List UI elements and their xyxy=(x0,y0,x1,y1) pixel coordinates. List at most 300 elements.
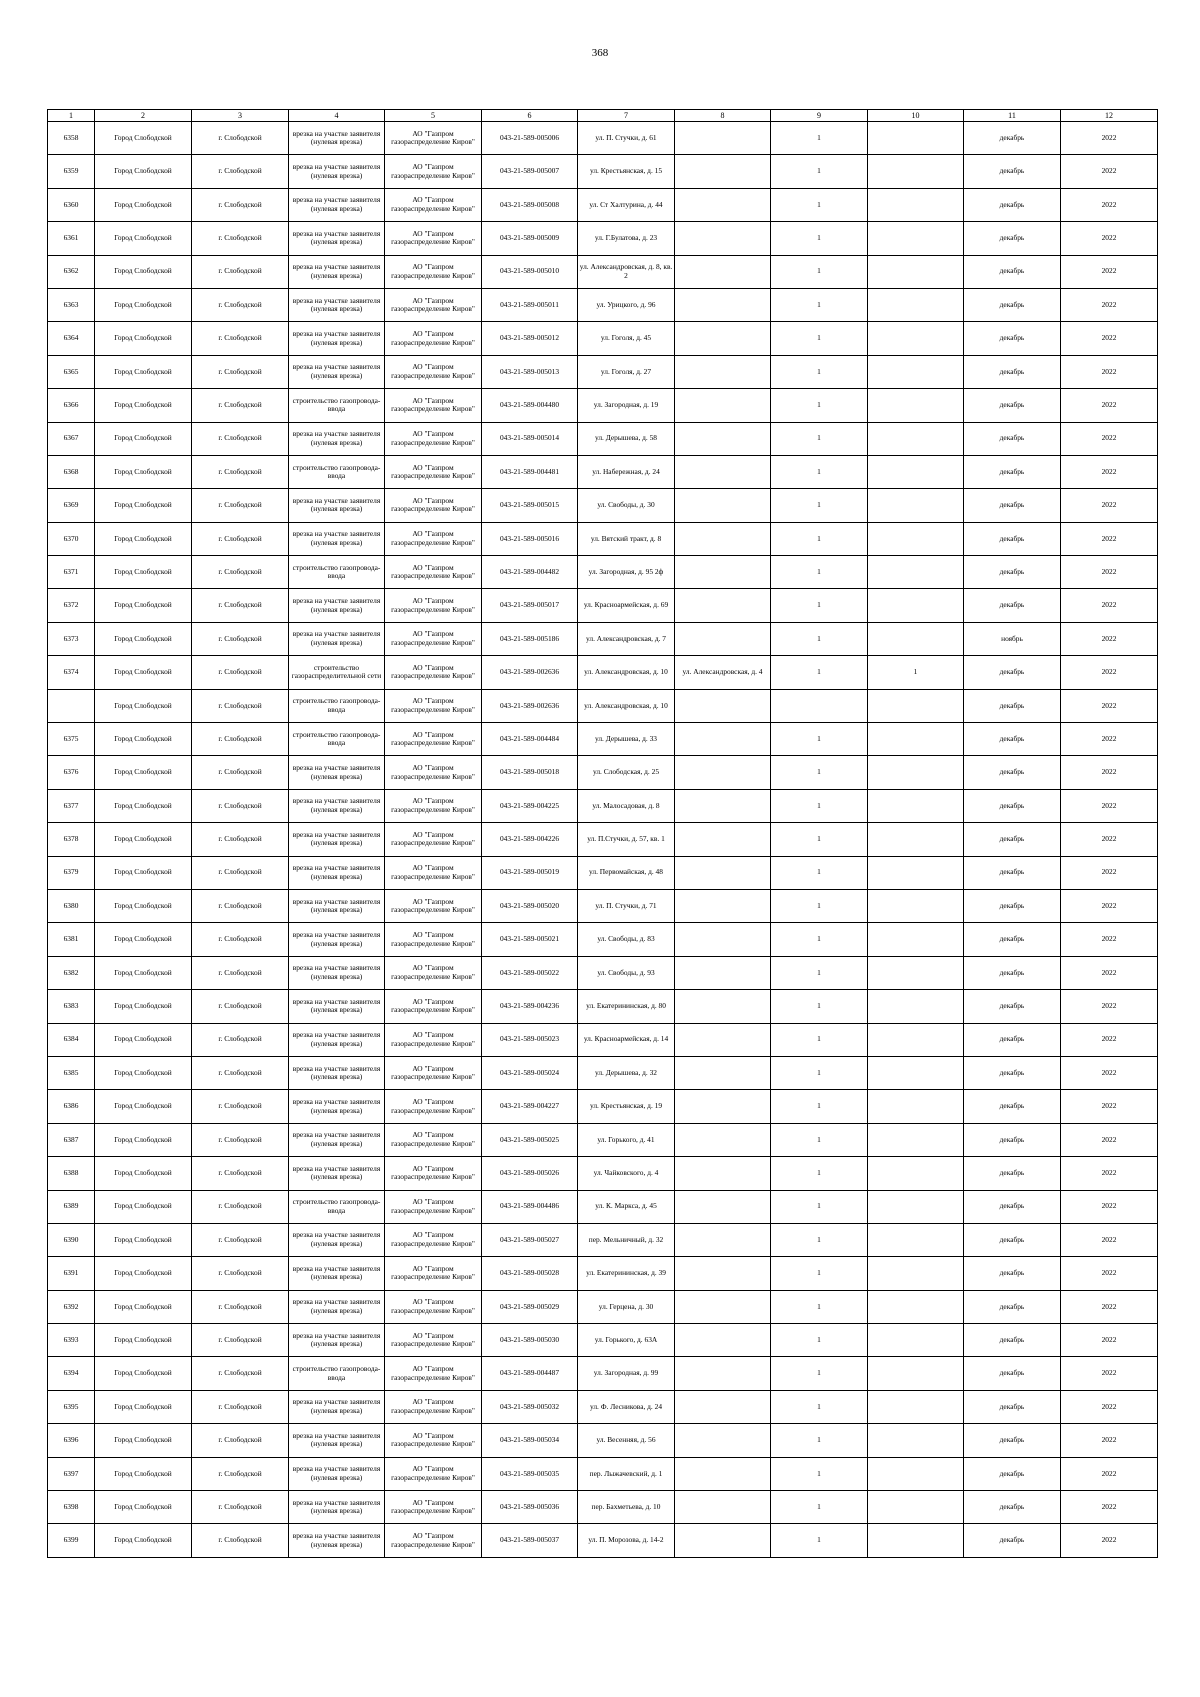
cell-municipality: Город Слободской xyxy=(95,1424,192,1457)
cell-address: ул. Чайковского, д. 4 xyxy=(578,1157,675,1190)
cell-work-type: врезка на участке заявителя (нулевая врезка) xyxy=(289,188,385,221)
cell-count-a: 1 xyxy=(771,589,868,622)
cell-address: ул. П.Стучки, д. 57, кв. 1 xyxy=(578,823,675,856)
cell-registry-number: 043-21-589-005034 xyxy=(482,1424,578,1457)
cell-year: 2022 xyxy=(1061,222,1158,255)
cell-count-b xyxy=(868,288,964,321)
cell-month: декабрь xyxy=(964,489,1061,522)
cell-organization: АО "Газпром газораспределение Киров" xyxy=(385,188,482,221)
cell-count-a: 1 xyxy=(771,355,868,388)
cell-row-number: 6391 xyxy=(48,1257,95,1290)
cell-registry-number: 043-21-589-004226 xyxy=(482,823,578,856)
cell-count-b xyxy=(868,1123,964,1156)
cell-municipality: Город Слободской xyxy=(95,1223,192,1256)
cell-count-a: 1 xyxy=(771,856,868,889)
cell-row-number: 6365 xyxy=(48,355,95,388)
cell-address-secondary xyxy=(675,956,771,989)
cell-municipality: Город Слободской xyxy=(95,1457,192,1490)
cell-settlement: г. Слободской xyxy=(192,122,289,155)
cell-registry-number: 043-21-589-004482 xyxy=(482,556,578,589)
cell-address: ул. Екатерининская, д. 39 xyxy=(578,1257,675,1290)
cell-count-b xyxy=(868,889,964,922)
cell-address: ул. Дерышева, д. 33 xyxy=(578,723,675,756)
cell-municipality: Город Слободской xyxy=(95,255,192,288)
table-row xyxy=(48,1257,1158,1290)
cell-work-type: врезка на участке заявителя (нулевая врезка) xyxy=(289,1056,385,1089)
table-row xyxy=(48,455,1158,488)
cell-settlement: г. Слободской xyxy=(192,656,289,689)
table-row xyxy=(48,1457,1158,1490)
cell-count-b xyxy=(868,1223,964,1256)
cell-settlement: г. Слободской xyxy=(192,1190,289,1223)
cell-address: пер. Мельничный, д. 32 xyxy=(578,1223,675,1256)
cell-count-a: 1 xyxy=(771,1023,868,1056)
cell-address: ул. Ст Халтурина, д. 44 xyxy=(578,188,675,221)
cell-year: 2022 xyxy=(1061,188,1158,221)
cell-settlement: г. Слободской xyxy=(192,1056,289,1089)
cell-settlement: г. Слободской xyxy=(192,889,289,922)
cell-row-number: 6363 xyxy=(48,288,95,321)
cell-municipality: Город Слободской xyxy=(95,1257,192,1290)
cell-row-number: 6397 xyxy=(48,1457,95,1490)
cell-month: декабрь xyxy=(964,1324,1061,1357)
cell-year: 2022 xyxy=(1061,155,1158,188)
cell-organization: АО "Газпром газораспределение Киров" xyxy=(385,723,482,756)
cell-registry-number: 043-21-589-005012 xyxy=(482,322,578,355)
cell-work-type: врезка на участке заявителя (нулевая врезка) xyxy=(289,789,385,822)
cell-registry-number: 043-21-589-005015 xyxy=(482,489,578,522)
cell-settlement: г. Слободской xyxy=(192,322,289,355)
cell-organization: АО "Газпром газораспределение Киров" xyxy=(385,956,482,989)
cell-month: ноябрь xyxy=(964,622,1061,655)
cell-organization: АО "Газпром газораспределение Киров" xyxy=(385,1123,482,1156)
cell-row-number: 6394 xyxy=(48,1357,95,1390)
cell-count-a: 1 xyxy=(771,222,868,255)
cell-row-number: 6396 xyxy=(48,1424,95,1457)
cell-work-type: врезка на участке заявителя (нулевая врезка) xyxy=(289,1524,385,1557)
column-header-7: 7 xyxy=(578,110,675,122)
cell-count-a: 1 xyxy=(771,1457,868,1490)
cell-count-b xyxy=(868,1424,964,1457)
cell-organization: АО "Газпром газораспределение Киров" xyxy=(385,1056,482,1089)
cell-count-a: 1 xyxy=(771,823,868,856)
cell-row-number: 6378 xyxy=(48,823,95,856)
cell-address-secondary xyxy=(675,1223,771,1256)
cell-year: 2022 xyxy=(1061,1123,1158,1156)
cell-month: декабрь xyxy=(964,222,1061,255)
table-row xyxy=(48,1290,1158,1323)
column-header-6: 6 xyxy=(482,110,578,122)
cell-municipality: Город Слободской xyxy=(95,723,192,756)
cell-settlement: г. Слободской xyxy=(192,1324,289,1357)
cell-organization: АО "Газпром газораспределение Киров" xyxy=(385,1424,482,1457)
cell-count-a: 1 xyxy=(771,489,868,522)
cell-address-secondary xyxy=(675,522,771,555)
cell-address-secondary xyxy=(675,823,771,856)
cell-month: декабрь xyxy=(964,1257,1061,1290)
cell-municipality: Город Слободской xyxy=(95,823,192,856)
cell-year: 2022 xyxy=(1061,856,1158,889)
cell-registry-number: 043-21-589-002636 xyxy=(482,656,578,689)
cell-address: ул. Свободы, д. 93 xyxy=(578,956,675,989)
cell-address-secondary xyxy=(675,1157,771,1190)
cell-address-secondary xyxy=(675,1390,771,1423)
cell-address-secondary xyxy=(675,1524,771,1557)
page-number: 368 xyxy=(591,47,609,59)
table-row xyxy=(48,1524,1158,1557)
cell-settlement: г. Слободской xyxy=(192,756,289,789)
cell-address: ул. Вятский тракт, д. 8 xyxy=(578,522,675,555)
cell-work-type: врезка на участке заявителя (нулевая врезка) xyxy=(289,422,385,455)
cell-count-b xyxy=(868,1324,964,1357)
cell-organization: АО "Газпром газораспределение Киров" xyxy=(385,889,482,922)
cell-address: ул. Горького, д. 63А xyxy=(578,1324,675,1357)
cell-registry-number: 043-21-589-005013 xyxy=(482,355,578,388)
cell-settlement: г. Слободской xyxy=(192,1390,289,1423)
cell-year: 2022 xyxy=(1061,1457,1158,1490)
cell-month: декабрь xyxy=(964,1023,1061,1056)
cell-row-number: 6370 xyxy=(48,522,95,555)
table-row xyxy=(48,1424,1158,1457)
cell-count-a: 1 xyxy=(771,389,868,422)
cell-year: 2022 xyxy=(1061,990,1158,1023)
cell-count-a: 1 xyxy=(771,1090,868,1123)
table-row xyxy=(48,1390,1158,1423)
cell-address-secondary xyxy=(675,1023,771,1056)
cell-organization: АО "Газпром газораспределение Киров" xyxy=(385,823,482,856)
cell-municipality: Город Слободской xyxy=(95,155,192,188)
cell-address-secondary xyxy=(675,288,771,321)
cell-settlement: г. Слободской xyxy=(192,956,289,989)
cell-address-secondary xyxy=(675,723,771,756)
table-row xyxy=(48,923,1158,956)
cell-address-secondary xyxy=(675,155,771,188)
table-header xyxy=(48,110,1158,122)
cell-row-number: 6376 xyxy=(48,756,95,789)
cell-count-b xyxy=(868,923,964,956)
cell-row-number: 6377 xyxy=(48,789,95,822)
cell-month: декабрь xyxy=(964,122,1061,155)
cell-year: 2022 xyxy=(1061,556,1158,589)
cell-address-secondary xyxy=(675,222,771,255)
cell-organization: АО "Газпром газораспределение Киров" xyxy=(385,1023,482,1056)
cell-count-a: 1 xyxy=(771,188,868,221)
cell-registry-number: 043-21-589-002636 xyxy=(482,689,578,722)
cell-count-b xyxy=(868,188,964,221)
cell-registry-number: 043-21-589-005018 xyxy=(482,756,578,789)
cell-municipality: Город Слободской xyxy=(95,422,192,455)
cell-count-b xyxy=(868,1491,964,1524)
table-row xyxy=(48,1090,1158,1123)
cell-address: ул. Дерышева, д. 58 xyxy=(578,422,675,455)
cell-registry-number: 043-21-589-005009 xyxy=(482,222,578,255)
cell-row-number: 6375 xyxy=(48,723,95,756)
cell-year: 2022 xyxy=(1061,656,1158,689)
cell-address-secondary xyxy=(675,689,771,722)
cell-year: 2022 xyxy=(1061,689,1158,722)
cell-month: декабрь xyxy=(964,956,1061,989)
cell-municipality: Город Слободской xyxy=(95,1056,192,1089)
cell-settlement: г. Слободской xyxy=(192,1457,289,1490)
cell-count-b xyxy=(868,1290,964,1323)
cell-count-a: 1 xyxy=(771,1524,868,1557)
cell-count-a: 1 xyxy=(771,1223,868,1256)
table-row xyxy=(48,522,1158,555)
cell-count-b xyxy=(868,155,964,188)
cell-address: ул. Горького, д. 41 xyxy=(578,1123,675,1156)
cell-address: ул. Гоголя, д. 27 xyxy=(578,355,675,388)
cell-registry-number: 043-21-589-005021 xyxy=(482,923,578,956)
cell-address-secondary xyxy=(675,622,771,655)
cell-count-b xyxy=(868,322,964,355)
cell-work-type: врезка на участке заявителя (нулевая врезка) xyxy=(289,756,385,789)
cell-municipality: Город Слободской xyxy=(95,288,192,321)
cell-count-a: 1 xyxy=(771,1491,868,1524)
table-row xyxy=(48,188,1158,221)
cell-row-number: 6371 xyxy=(48,556,95,589)
cell-count-a: 1 xyxy=(771,455,868,488)
table-row xyxy=(48,288,1158,321)
cell-row-number: 6369 xyxy=(48,489,95,522)
cell-row-number: 6395 xyxy=(48,1390,95,1423)
column-header-5: 5 xyxy=(385,110,482,122)
cell-address: ул. Малосадовая, д. 8 xyxy=(578,789,675,822)
cell-count-a: 1 xyxy=(771,288,868,321)
table-row xyxy=(48,823,1158,856)
cell-address: ул. Урицкого, д. 96 xyxy=(578,288,675,321)
cell-municipality: Город Слободской xyxy=(95,656,192,689)
cell-municipality: Город Слободской xyxy=(95,1123,192,1156)
cell-settlement: г. Слободской xyxy=(192,1357,289,1390)
cell-row-number xyxy=(48,689,95,722)
cell-row-number: 6373 xyxy=(48,622,95,655)
cell-municipality: Город Слободской xyxy=(95,1524,192,1557)
cell-address-secondary xyxy=(675,889,771,922)
cell-month: декабрь xyxy=(964,589,1061,622)
cell-address: пер. Лыжачевский, д. 1 xyxy=(578,1457,675,1490)
cell-count-a: 1 xyxy=(771,1190,868,1223)
cell-registry-number: 043-21-589-004480 xyxy=(482,389,578,422)
cell-year: 2022 xyxy=(1061,1390,1158,1423)
cell-month: декабрь xyxy=(964,756,1061,789)
cell-work-type: врезка на участке заявителя (нулевая врезка) xyxy=(289,489,385,522)
cell-settlement: г. Слободской xyxy=(192,1123,289,1156)
cell-municipality: Город Слободской xyxy=(95,355,192,388)
cell-work-type: врезка на участке заявителя (нулевая врезка) xyxy=(289,355,385,388)
cell-count-a: 1 xyxy=(771,1123,868,1156)
cell-count-b xyxy=(868,622,964,655)
cell-month: декабрь xyxy=(964,689,1061,722)
cell-address: ул. Г.Булатова, д. 23 xyxy=(578,222,675,255)
cell-count-a: 1 xyxy=(771,1324,868,1357)
cell-registry-number: 043-21-589-004487 xyxy=(482,1357,578,1390)
table-row xyxy=(48,856,1158,889)
cell-year: 2022 xyxy=(1061,1491,1158,1524)
cell-count-b xyxy=(868,756,964,789)
cell-registry-number: 043-21-589-005020 xyxy=(482,889,578,922)
cell-month: декабрь xyxy=(964,455,1061,488)
table-row xyxy=(48,589,1158,622)
cell-municipality: Город Слободской xyxy=(95,1357,192,1390)
cell-address: ул. Александровская, д. 8, кв. 2 xyxy=(578,255,675,288)
cell-registry-number: 043-21-589-004225 xyxy=(482,789,578,822)
cell-work-type: врезка на участке заявителя (нулевая врезка) xyxy=(289,1457,385,1490)
cell-row-number: 6386 xyxy=(48,1090,95,1123)
cell-work-type: врезка на участке заявителя (нулевая врезка) xyxy=(289,1424,385,1457)
cell-work-type: врезка на участке заявителя (нулевая врезка) xyxy=(289,1324,385,1357)
cell-year: 2022 xyxy=(1061,756,1158,789)
cell-registry-number: 043-21-589-005017 xyxy=(482,589,578,622)
cell-address: ул. Весенняя, д. 56 xyxy=(578,1424,675,1457)
cell-year: 2022 xyxy=(1061,1290,1158,1323)
table-row xyxy=(48,1357,1158,1390)
cell-year: 2022 xyxy=(1061,1257,1158,1290)
cell-work-type: врезка на участке заявителя (нулевая врезка) xyxy=(289,1257,385,1290)
cell-year: 2022 xyxy=(1061,455,1158,488)
cell-year: 2022 xyxy=(1061,1324,1158,1357)
cell-year: 2022 xyxy=(1061,288,1158,321)
cell-row-number: 6389 xyxy=(48,1190,95,1223)
cell-address: ул. Набережная, д. 24 xyxy=(578,455,675,488)
cell-municipality: Город Слободской xyxy=(95,1290,192,1323)
cell-settlement: г. Слободской xyxy=(192,188,289,221)
cell-count-b xyxy=(868,689,964,722)
cell-registry-number: 043-21-589-005007 xyxy=(482,155,578,188)
cell-count-b xyxy=(868,1257,964,1290)
cell-settlement: г. Слободской xyxy=(192,856,289,889)
cell-row-number: 6384 xyxy=(48,1023,95,1056)
table-row xyxy=(48,422,1158,455)
cell-settlement: г. Слободской xyxy=(192,990,289,1023)
cell-address-secondary xyxy=(675,756,771,789)
table-row xyxy=(48,656,1158,689)
cell-work-type: врезка на участке заявителя (нулевая врезка) xyxy=(289,1157,385,1190)
cell-municipality: Город Слободской xyxy=(95,1190,192,1223)
cell-count-a: 1 xyxy=(771,1157,868,1190)
cell-address: ул. Дерышева, д. 32 xyxy=(578,1056,675,1089)
cell-count-a: 1 xyxy=(771,322,868,355)
cell-count-a: 1 xyxy=(771,1357,868,1390)
cell-work-type: врезка на участке заявителя (нулевая врезка) xyxy=(289,1290,385,1323)
cell-work-type: врезка на участке заявителя (нулевая врезка) xyxy=(289,288,385,321)
cell-address: ул. Александровская, д. 10 xyxy=(578,656,675,689)
cell-registry-number: 043-21-589-004481 xyxy=(482,455,578,488)
cell-row-number: 6366 xyxy=(48,389,95,422)
table-row xyxy=(48,990,1158,1023)
cell-count-b xyxy=(868,1090,964,1123)
cell-municipality: Город Слободской xyxy=(95,889,192,922)
table-row xyxy=(48,322,1158,355)
table-row xyxy=(48,355,1158,388)
cell-organization: АО "Газпром газораспределение Киров" xyxy=(385,589,482,622)
cell-settlement: г. Слободской xyxy=(192,789,289,822)
cell-row-number: 6381 xyxy=(48,923,95,956)
table-row xyxy=(48,789,1158,822)
table-row xyxy=(48,155,1158,188)
cell-registry-number: 043-21-589-005023 xyxy=(482,1023,578,1056)
cell-work-type: строительство газораспределительной сети xyxy=(289,656,385,689)
cell-organization: АО "Газпром газораспределение Киров" xyxy=(385,122,482,155)
cell-work-type: строительство газопровода-ввода xyxy=(289,1357,385,1390)
cell-settlement: г. Слободской xyxy=(192,689,289,722)
cell-count-a: 1 xyxy=(771,1390,868,1423)
column-header-8: 8 xyxy=(675,110,771,122)
column-header-2: 2 xyxy=(95,110,192,122)
cell-address-secondary xyxy=(675,1257,771,1290)
cell-month: декабрь xyxy=(964,322,1061,355)
cell-count-a: 1 xyxy=(771,756,868,789)
cell-municipality: Город Слободской xyxy=(95,1090,192,1123)
cell-row-number: 6382 xyxy=(48,956,95,989)
cell-settlement: г. Слободской xyxy=(192,1223,289,1256)
cell-organization: АО "Газпром газораспределение Киров" xyxy=(385,1290,482,1323)
cell-count-b xyxy=(868,255,964,288)
cell-work-type: врезка на участке заявителя (нулевая врезка) xyxy=(289,1223,385,1256)
cell-row-number: 6364 xyxy=(48,322,95,355)
cell-organization: АО "Газпром газораспределение Киров" xyxy=(385,288,482,321)
cell-address: ул. Загородная, д. 95 2ф xyxy=(578,556,675,589)
cell-row-number: 6380 xyxy=(48,889,95,922)
cell-registry-number: 043-21-589-005022 xyxy=(482,956,578,989)
cell-work-type: строительство газопровода-ввода xyxy=(289,556,385,589)
cell-registry-number: 043-21-589-004484 xyxy=(482,723,578,756)
cell-year: 2022 xyxy=(1061,1023,1158,1056)
cell-organization: АО "Газпром газораспределение Киров" xyxy=(385,1257,482,1290)
cell-address-secondary xyxy=(675,1491,771,1524)
cell-year: 2022 xyxy=(1061,122,1158,155)
cell-municipality: Город Слободской xyxy=(95,956,192,989)
cell-settlement: г. Слободской xyxy=(192,723,289,756)
cell-settlement: г. Слободской xyxy=(192,522,289,555)
cell-organization: АО "Газпром газораспределение Киров" xyxy=(385,1390,482,1423)
cell-count-a: 1 xyxy=(771,1424,868,1457)
cell-municipality: Город Слободской xyxy=(95,1390,192,1423)
cell-count-a: 1 xyxy=(771,622,868,655)
cell-month: декабрь xyxy=(964,389,1061,422)
cell-registry-number: 043-21-589-005032 xyxy=(482,1390,578,1423)
cell-organization: АО "Газпром газораспределение Киров" xyxy=(385,1223,482,1256)
column-header-3: 3 xyxy=(192,110,289,122)
cell-count-a: 1 xyxy=(771,122,868,155)
cell-count-a: 1 xyxy=(771,155,868,188)
cell-work-type: строительство газопровода-ввода xyxy=(289,689,385,722)
cell-row-number: 6358 xyxy=(48,122,95,155)
cell-count-b xyxy=(868,522,964,555)
cell-count-a: 1 xyxy=(771,956,868,989)
cell-row-number: 6388 xyxy=(48,1157,95,1190)
cell-address: ул. Слободская, д. 25 xyxy=(578,756,675,789)
cell-organization: АО "Газпром газораспределение Киров" xyxy=(385,522,482,555)
cell-municipality: Город Слободской xyxy=(95,923,192,956)
cell-registry-number: 043-21-589-005186 xyxy=(482,622,578,655)
cell-address-secondary xyxy=(675,455,771,488)
cell-month: декабрь xyxy=(964,1357,1061,1390)
cell-organization: АО "Газпром газораспределение Киров" xyxy=(385,1491,482,1524)
cell-count-b xyxy=(868,1157,964,1190)
cell-month: декабрь xyxy=(964,1123,1061,1156)
table-row xyxy=(48,389,1158,422)
cell-work-type: строительство газопровода-ввода xyxy=(289,723,385,756)
cell-count-b xyxy=(868,422,964,455)
column-header-1: 1 xyxy=(48,110,95,122)
cell-organization: АО "Газпром газораспределение Киров" xyxy=(385,1324,482,1357)
cell-month: декабрь xyxy=(964,1290,1061,1323)
cell-organization: АО "Газпром газораспределение Киров" xyxy=(385,990,482,1023)
cell-address: пер. Бахметьева, д. 10 xyxy=(578,1491,675,1524)
cell-address: ул. Крестьянская, д. 15 xyxy=(578,155,675,188)
cell-month: декабрь xyxy=(964,1390,1061,1423)
cell-year: 2022 xyxy=(1061,1524,1158,1557)
